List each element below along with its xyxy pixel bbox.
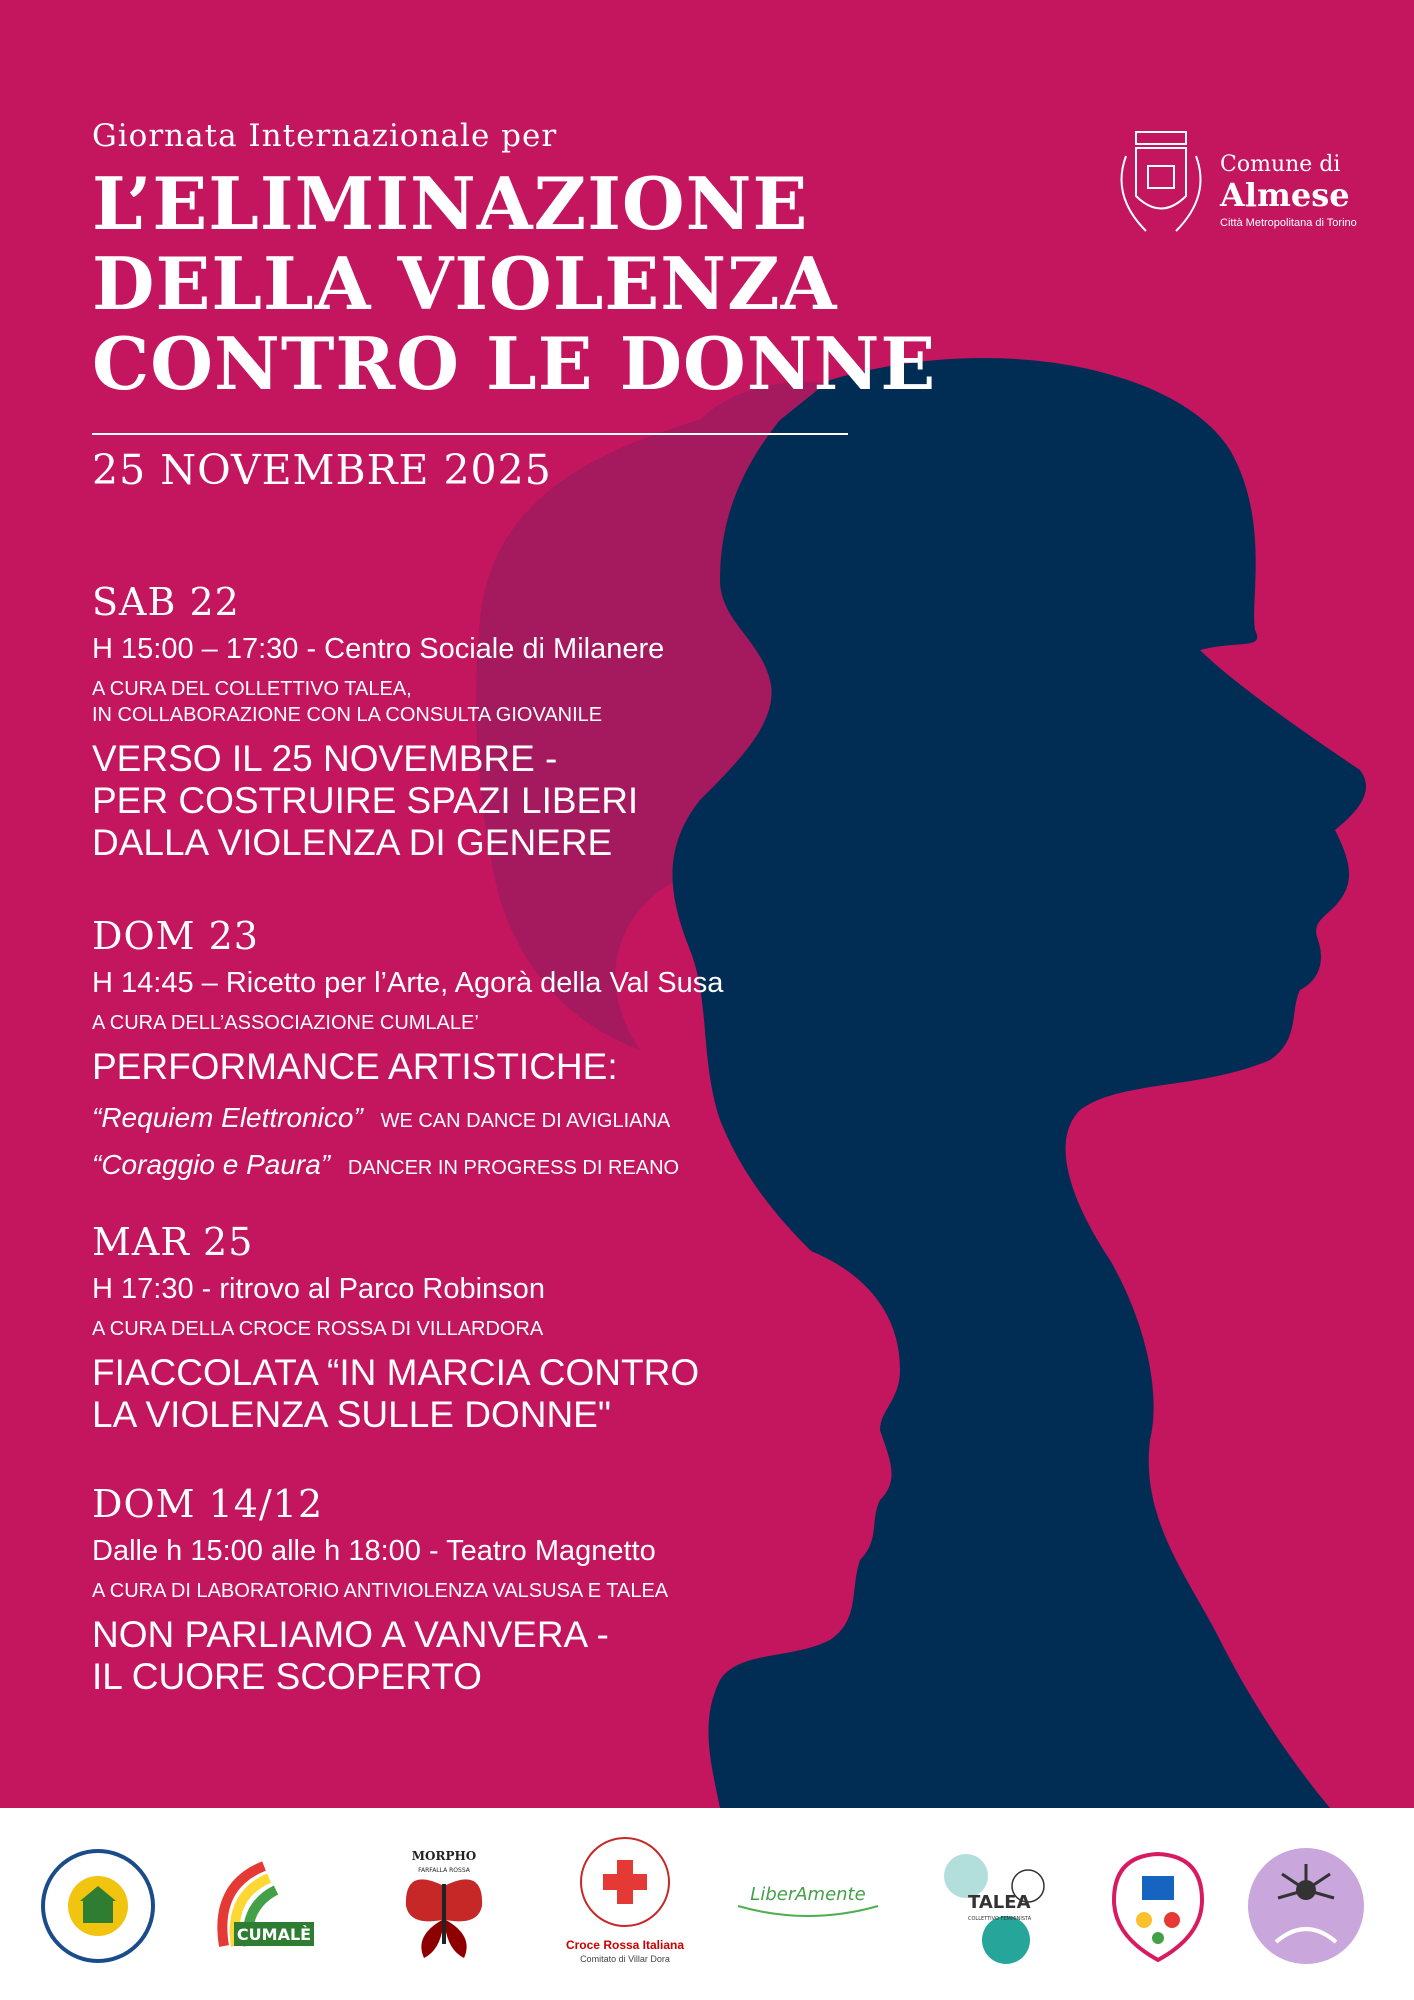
liberamente-logo-text: LiberAmente (750, 1884, 866, 1905)
event-organizer (92, 1578, 852, 1604)
morpho-logo-subtext: FARFALLA ROSSA (418, 1867, 470, 1874)
subtitle: Giornata Internazionale per (92, 118, 558, 154)
performance-by: WE CAN DANCE DI AVIGLIANA (380, 1110, 671, 1132)
headline-line-3: DALLA VIOLENZA DI GENERE (92, 822, 613, 863)
event-organizer (92, 1010, 852, 1036)
morpho-butterfly-logo-icon (384, 1846, 504, 1966)
event-date: 25 NOVEMBRE 2025 (92, 446, 552, 494)
cumale-logo-icon (204, 1846, 324, 1966)
association-emblem-logo-icon (1098, 1846, 1218, 1966)
header (92, 118, 972, 404)
title-line-2: DELLA VIOLENZA (92, 241, 838, 326)
headline-line-1: VERSO IL 25 NOVEMBRE - (92, 738, 558, 779)
morpho-logo-text: MORPHO (411, 1849, 477, 1863)
event-organizer (92, 1316, 852, 1342)
distretti-commercio-logo-icon (38, 1846, 158, 1966)
sponsor-strip (0, 1808, 1414, 2000)
title-line-1: L’ELIMINAZIONE (92, 161, 809, 246)
event-time: H 15:00 – 17:30 - Centro Sociale di Milanere (92, 633, 665, 665)
event-headline (92, 738, 852, 864)
headline-line-2: IL CUORE SCOPERTO (92, 1656, 482, 1697)
croce-rossa-logo-icon (560, 1834, 690, 1934)
comune-line-2: Almese (1220, 176, 1350, 214)
comune-name (1220, 152, 1357, 229)
title-line-3: CONTRO LE DONNE (92, 321, 937, 406)
talea-logo-icon (928, 1846, 1058, 1966)
performance-title: “Requiem Elettronico” (92, 1102, 363, 1133)
organizer-line-1: A CURA DELL’ASSOCIAZIONE CUMLALE’ (92, 1012, 479, 1034)
comune-line-3: Città Metropolitana di Torino (1220, 217, 1357, 229)
main-title (92, 161, 972, 406)
organizer-line-1: A CURA DI LABORATORIO ANTIVIOLENZA VALSUSA E TALEA (92, 1580, 669, 1602)
event-dom-23 (92, 912, 852, 1190)
event-day: DOM 23 (92, 914, 259, 958)
event-headline (92, 1352, 852, 1436)
event-dom-14-12 (92, 1480, 852, 1698)
event-headline (92, 1614, 852, 1698)
performance-item (92, 1143, 852, 1190)
event-time: H 14:45 – Ricetto per l’Arte, Agorà della Val Susa (92, 967, 724, 999)
organizer-line-1: A CURA DELLA CROCE ROSSA DI VILLARDORA (92, 1318, 544, 1340)
performance-title: “Coraggio e Paura” (92, 1149, 331, 1180)
croce-rossa-label: Croce Rossa Italiana (565, 1938, 685, 1952)
event-time: Dalle h 15:00 alle h 18:00 - Teatro Magnetto (92, 1535, 656, 1567)
title-divider (92, 433, 848, 435)
cumale-logo-text: CUMALÈ (236, 1925, 312, 1944)
headline-line-2: LA VIOLENZA SULLE DONNE" (92, 1394, 611, 1435)
comune-line-1: Comune di (1220, 152, 1341, 177)
performance-item (92, 1096, 852, 1143)
organizer-line-2: IN COLLABORAZIONE CON LA CONSULTA GIOVANILE (92, 704, 603, 726)
event-sab-22 (92, 578, 852, 864)
event-day: MAR 25 (92, 1220, 254, 1264)
performance-by: DANCER IN PROGRESS DI REANO (347, 1157, 680, 1179)
event-mar-25 (92, 1218, 852, 1436)
headline-line-1: NON PARLIAMO A VANVERA - (92, 1614, 609, 1655)
event-organizer (92, 676, 852, 728)
event-day: DOM 14/12 (92, 1482, 324, 1526)
event-time: H 17:30 - ritrovo al Parco Robinson (92, 1273, 545, 1305)
liberamente-logo-icon (728, 1866, 888, 1926)
headline-line-2: PER COSTRUIRE SPAZI LIBERI (92, 780, 639, 821)
croce-rossa-sublabel: Comitato di Villar Dora (580, 1954, 670, 1964)
performance-list (92, 1096, 852, 1190)
organizer-line-1: A CURA DEL COLLETTIVO TALEA, (92, 678, 412, 700)
talea-logo-subtext: COLLETTIVO FEMMINISTA (968, 1916, 1032, 1922)
flower-logo-icon (1246, 1846, 1366, 1966)
event-day: SAB 22 (92, 580, 240, 624)
headline-line-1: FIACCOLATA “IN MARCIA CONTRO (92, 1352, 700, 1393)
talea-logo-text: TALEA (968, 1892, 1031, 1913)
event-headline: PERFORMANCE ARTISTICHE: (92, 1046, 618, 1087)
